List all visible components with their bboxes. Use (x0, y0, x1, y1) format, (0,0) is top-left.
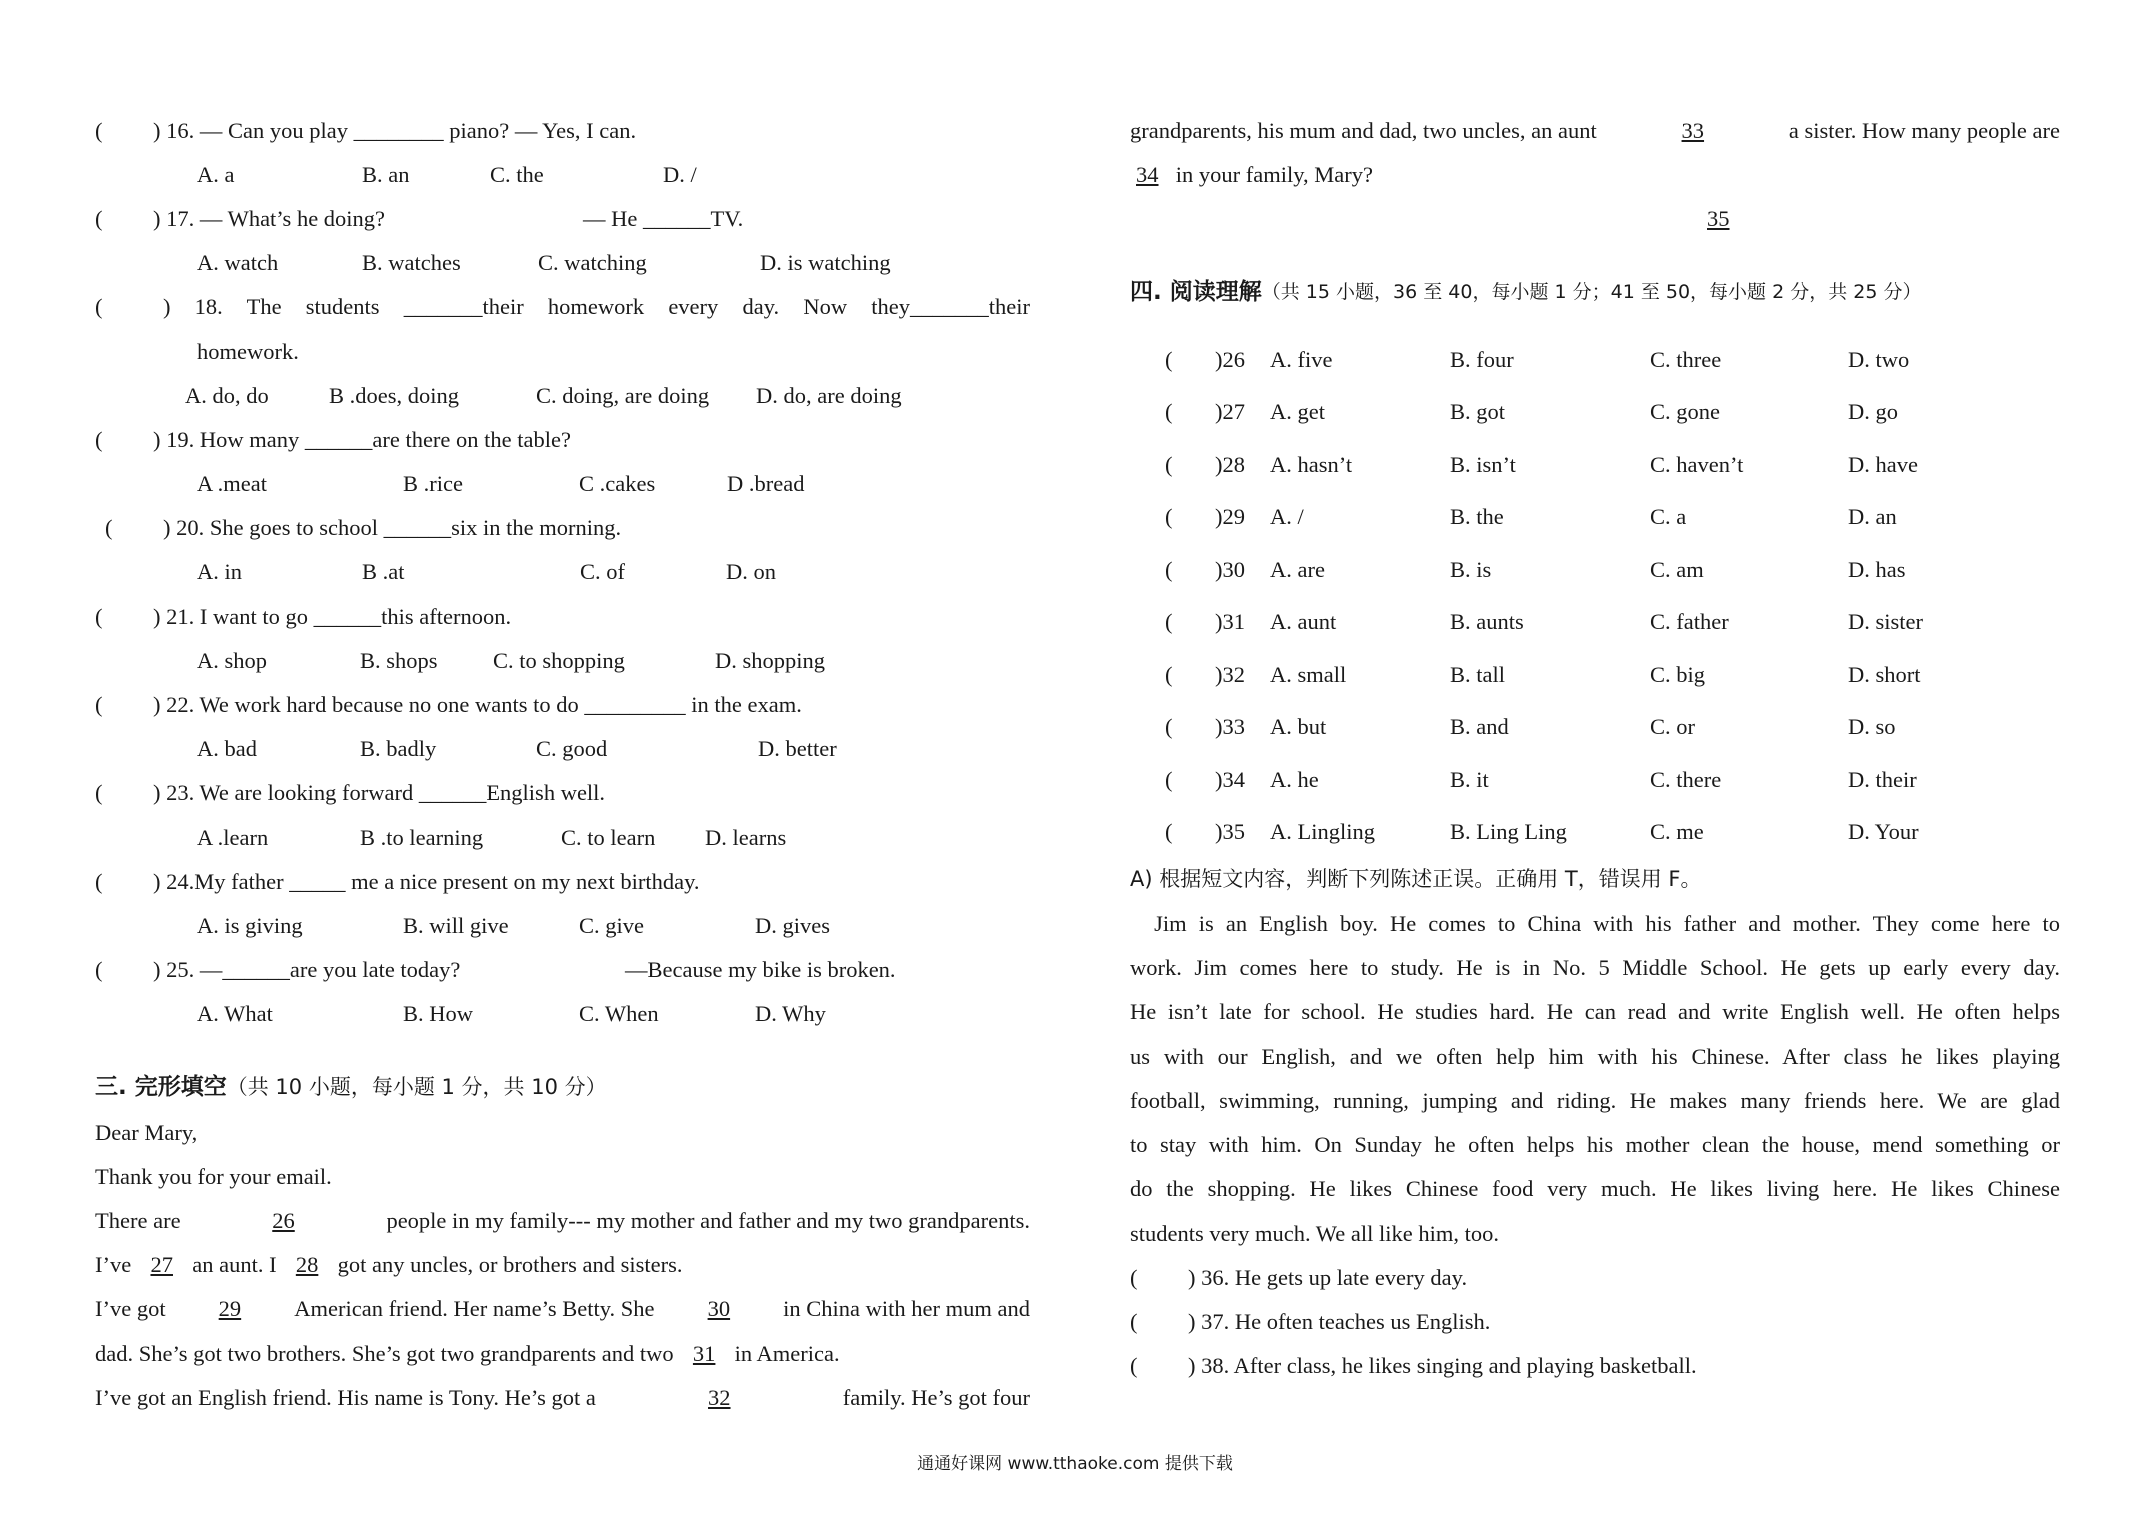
cloze-option-row (1130, 753, 2060, 806)
options-23 (95, 815, 1030, 859)
options-20 (95, 550, 1030, 594)
option: B. an (362, 161, 410, 187)
section-note: （共 15 小题，36 至 40，每小题 1 分；41 至 50，每小题 2 分，共 25 分） (1261, 281, 1922, 304)
question-16 (95, 108, 1030, 152)
option-d: D. have (1848, 451, 1918, 477)
passage-line: students very much. We all like him, too. (1130, 1220, 1499, 1246)
option-c: C. am (1650, 556, 1704, 582)
text: an aunt. I (192, 1252, 277, 1278)
option: D. shopping (715, 647, 826, 673)
tf-question (1130, 1300, 2060, 1344)
passage-line: work. Jim comes here to study. He is in No. 5 Middle School. He gets up early every day. (1130, 955, 2060, 981)
passage-line: to stay with him. On Sunday he often helps his mother clean the house, mend something or (1130, 1131, 2060, 1157)
letter-line (95, 1287, 1030, 1331)
question-18 (95, 285, 1030, 329)
question-24 (95, 859, 1030, 903)
option-b: B. and (1450, 714, 1509, 739)
option-c: C. father (1650, 609, 1729, 634)
section-title: 三. 完形填空 (95, 1074, 227, 1101)
option: D. better (758, 736, 837, 762)
option: A. shop (197, 647, 268, 673)
cloze-option-row (1130, 333, 2060, 386)
text: in America. (734, 1340, 840, 1366)
answer-paren: ( (1165, 346, 1173, 372)
answer-paren: ( (1130, 1309, 1138, 1335)
option: D. gives (755, 912, 830, 938)
true-false-questions (1130, 1255, 2060, 1388)
text: family. He’s got four (842, 1384, 1030, 1410)
left-column (95, 108, 1030, 1419)
answer-paren: ( (1165, 661, 1173, 687)
section-3-heading (95, 1066, 1030, 1110)
option: C. of (580, 559, 625, 585)
option: B. will give (403, 912, 509, 938)
blank-number: 26 (272, 1208, 295, 1234)
option-c: C. there (1650, 766, 1722, 792)
letter-line (1130, 152, 2060, 196)
option-d: D. go (1848, 399, 1898, 424)
text: got any uncles, or brothers and sisters. (337, 1252, 683, 1278)
part-a-title: A) 根据短文内容，判断下列陈述正误。正确用 T，错误用 F。 (1130, 867, 1702, 892)
option-c: C. a (1650, 504, 1687, 529)
question-text: ) 16. — Can you play ________ piano? — Yes, I can. (153, 117, 637, 143)
option-a: A. / (1270, 504, 1304, 529)
question-text: ) 24.My father _____ me a nice present on my next birthday. (153, 868, 700, 894)
question-number: )32 (1215, 661, 1245, 687)
section-4-heading (1130, 271, 2060, 315)
question-23 (95, 771, 1030, 815)
question-text: ) 38. After class, he likes singing and playing basketball. (1188, 1353, 1697, 1379)
question-number: )33 (1215, 714, 1245, 739)
question-number: )34 (1215, 766, 1245, 792)
option-b: B. Ling Ling (1450, 819, 1567, 844)
question-number: )27 (1215, 399, 1245, 424)
cloze-option-row (1130, 805, 2060, 858)
option: B .does, doing (329, 382, 460, 408)
option: C. good (536, 736, 608, 762)
option: A. bad (197, 736, 257, 762)
answer-paren: ( (95, 868, 103, 894)
blank-number: 30 (707, 1296, 731, 1322)
section-title: 四. 阅读理解 (1130, 278, 1262, 305)
question-text: ) 18. The students _______their homework every day. Now they_______their (163, 293, 1030, 319)
blank-number: 35 (1707, 205, 1730, 231)
question-25 (95, 948, 1030, 992)
right-column (1130, 108, 2060, 1388)
option-c: C. big (1650, 661, 1706, 687)
text: grandparents, his mum and dad, two uncles, an aunt (1130, 117, 1597, 143)
option: C. give (579, 912, 644, 938)
option: D .bread (727, 471, 805, 497)
option-a: A. small (1270, 661, 1347, 687)
question-text: ) 17. — What’s he doing? (153, 205, 386, 231)
option: B. badly (360, 736, 437, 762)
passage-line: Jim is an English boy. He comes to China with his father and mother. They come here to (1130, 910, 2060, 936)
question-20 (95, 506, 1030, 550)
option-b: B. it (1450, 766, 1489, 792)
answer-paren: ( (1130, 1353, 1138, 1379)
question-number: )29 (1215, 504, 1245, 529)
options-21 (95, 638, 1030, 682)
cloze-option-row (1130, 438, 2060, 491)
cloze-option-row (1130, 490, 2060, 543)
option-d: D. sister (1848, 609, 1923, 634)
option: C. to learn (561, 824, 656, 850)
option-d: D. Your (1848, 819, 1919, 844)
option: C. to shopping (493, 647, 625, 673)
question-text: ) 37. He often teaches us English. (1188, 1309, 1491, 1335)
answer-paren: ( (1165, 399, 1173, 424)
letter-signature (1130, 196, 2060, 240)
options-25 (95, 992, 1030, 1036)
question-17 (95, 196, 1030, 240)
question-number: )31 (1215, 609, 1245, 634)
option: A .meat (197, 471, 267, 497)
question-text: ) 21. I want to go ______this afternoon. (153, 603, 512, 629)
answer-paren: ( (1165, 766, 1173, 792)
answer-paren: ( (95, 294, 103, 320)
option-c: C. or (1650, 714, 1695, 739)
question-19 (95, 417, 1030, 461)
option: B. watches (362, 250, 461, 276)
option: A .learn (197, 824, 269, 850)
option: B. shops (360, 647, 438, 673)
text: I’ve got an English friend. His name is Tony. He’s got a (95, 1384, 596, 1410)
cloze-option-row (1130, 543, 2060, 596)
options-16 (95, 152, 1030, 196)
text: American friend. Her name’s Betty. She (294, 1296, 655, 1322)
reading-passage (1130, 902, 2060, 1256)
question-number: )30 (1215, 556, 1245, 582)
option: D. learns (705, 824, 787, 850)
option-b: B. aunts (1450, 609, 1524, 634)
option-b: B. the (1450, 504, 1504, 529)
question-18-continued (95, 329, 1030, 373)
question-number: )26 (1215, 346, 1245, 372)
answer-paren: ( (95, 692, 103, 718)
passage-line: He isn’t late for school. He studies hard. He can read and write English well. He often helps (1130, 999, 2060, 1025)
options-19 (95, 462, 1030, 506)
question-text: ) 22. We work hard because no one wants to do _________ in the exam. (153, 692, 802, 718)
text: a sister. How many people are (1788, 117, 2060, 143)
tf-question (1130, 1344, 2060, 1388)
question-text: ) 23. We are looking forward ______English well. (153, 780, 606, 806)
question-22 (95, 682, 1030, 726)
letter-line (95, 1375, 1030, 1419)
option: D. on (726, 559, 776, 585)
option: C. the (490, 161, 544, 187)
option-a: A. Lingling (1270, 819, 1375, 844)
question-21 (95, 594, 1030, 638)
option: D. do, are doing (756, 382, 902, 408)
option: B. How (403, 1001, 474, 1027)
letter-line (95, 1199, 1030, 1243)
letter-paragraph: Thank you for your email. (95, 1163, 332, 1189)
text: in your family, Mary? (1175, 161, 1373, 187)
answer-paren: ( (1165, 556, 1173, 582)
text: people in my family--- my mother and father and my two grandparents. (386, 1208, 1030, 1234)
option: A. a (197, 161, 235, 187)
answer-paren: ( (1165, 714, 1173, 739)
option-d: D. their (1848, 766, 1917, 792)
option-b: B. got (1450, 399, 1506, 424)
option-c: C. gone (1650, 399, 1720, 424)
letter-salutation: Dear Mary, (95, 1119, 198, 1145)
option: B .to learning (360, 824, 484, 850)
blank-number: 28 (295, 1252, 319, 1278)
text: I’ve (95, 1252, 132, 1278)
blank-number: 34 (1136, 161, 1159, 187)
answer-paren: ( (1165, 609, 1173, 634)
text: I’ve got (95, 1296, 166, 1322)
option: A. in (197, 559, 242, 585)
answer-paren: ( (95, 780, 103, 806)
option-b: B. tall (1450, 661, 1505, 687)
options-17 (95, 241, 1030, 285)
answer-paren: ( (95, 957, 103, 983)
blank-number: 33 (1681, 117, 1705, 143)
question-text: ) 36. He gets up late every day. (1188, 1265, 1468, 1291)
option-d: D. two (1848, 346, 1910, 372)
answer-paren: ( (1165, 504, 1173, 529)
question-text: ) 25. —______are you late today? (153, 957, 461, 983)
option: C. watching (538, 250, 647, 276)
option: C. When (579, 1001, 659, 1027)
option-c: C. three (1650, 346, 1722, 372)
option-d: D. so (1848, 714, 1896, 739)
options-24 (95, 903, 1030, 947)
option: A. watch (197, 250, 279, 276)
answer-paren: ( (105, 515, 113, 541)
option: A. What (197, 1001, 273, 1027)
options-22 (95, 727, 1030, 771)
answer-paren: ( (95, 426, 103, 452)
cloze-option-row (1130, 385, 2060, 438)
question-number: )35 (1215, 819, 1245, 844)
cloze-option-row (1130, 648, 2060, 701)
blank-number: 27 (150, 1252, 173, 1278)
option-d: D. short (1848, 661, 1921, 687)
letter-line (95, 1331, 1030, 1375)
option: B .at (362, 559, 405, 585)
option-a: A. but (1270, 714, 1327, 739)
option: D. Why (755, 1001, 826, 1027)
option: A. do, do (185, 382, 269, 408)
option-a: A. aunt (1270, 609, 1337, 634)
text: dad. She’s got two brothers. She’s got two grandparents and two (95, 1340, 674, 1366)
cloze-options-table (1130, 333, 2060, 858)
passage-line: do the shopping. He likes Chinese food very much. He likes living here. He likes Chinese (1130, 1176, 2060, 1202)
passage-line: football, swimming, running, jumping and riding. He makes many friends here. We are glad (1130, 1087, 2060, 1113)
text: There are (95, 1208, 181, 1234)
option-a: A. are (1270, 556, 1325, 582)
answer-paren: ( (1130, 1265, 1138, 1291)
option: C. doing, are doing (536, 382, 710, 408)
answer-paren: ( (95, 205, 103, 231)
option-b: B. four (1450, 346, 1514, 372)
option: C .cakes (579, 471, 656, 497)
letter-line (1130, 108, 2060, 152)
option-a: A. get (1270, 399, 1325, 424)
spacer (95, 1036, 1030, 1066)
question-text: homework. (197, 338, 299, 364)
answer-paren: ( (95, 603, 103, 629)
option-d: D. an (1848, 504, 1897, 529)
option: D. / (663, 161, 697, 187)
option-d: D. has (1848, 556, 1906, 582)
question-text: ) 19. How many ______are there on the table? (153, 426, 571, 452)
cloze-option-row (1130, 595, 2060, 648)
option-c: C. me (1650, 819, 1704, 844)
answer-paren: ( (95, 117, 103, 143)
option-c: C. haven’t (1650, 451, 1744, 477)
spacer (1130, 241, 2060, 271)
section-note: （共 10 小题，每小题 1 分，共 10 分） (226, 1075, 607, 1100)
option: D. is watching (760, 250, 891, 276)
letter-line (95, 1243, 1030, 1287)
option-b: B. isn’t (1450, 451, 1516, 477)
question-answer-part: —Because my bike is broken. (625, 957, 896, 983)
page-footer: 通通好课网 www.tthaoke.com 提供下载 (917, 1454, 1233, 1474)
option-a: A. hasn’t (1270, 451, 1353, 477)
question-number: )28 (1215, 451, 1245, 477)
blank-number: 29 (218, 1296, 242, 1322)
option: A. is giving (197, 912, 303, 938)
option-b: B. is (1450, 556, 1492, 582)
blank-number: 31 (692, 1340, 716, 1366)
option-a: A. he (1270, 766, 1319, 792)
blank-number: 32 (708, 1384, 731, 1410)
text: in China with her mum and (783, 1296, 1030, 1322)
answer-paren: ( (1165, 819, 1173, 844)
spacer (1130, 315, 2060, 333)
passage-line: us with our English, and we often help him with his Chinese. After class he likes playing (1130, 1043, 2060, 1069)
options-18 (95, 373, 1030, 417)
tf-question (1130, 1255, 2060, 1299)
question-text: ) 20. She goes to school ______six in the morning. (163, 515, 622, 541)
option-a: A. five (1270, 346, 1333, 372)
option: B .rice (403, 471, 463, 497)
answer-paren: ( (1165, 451, 1173, 477)
cloze-option-row (1130, 700, 2060, 753)
question-answer-part: — He ______TV. (583, 205, 744, 231)
